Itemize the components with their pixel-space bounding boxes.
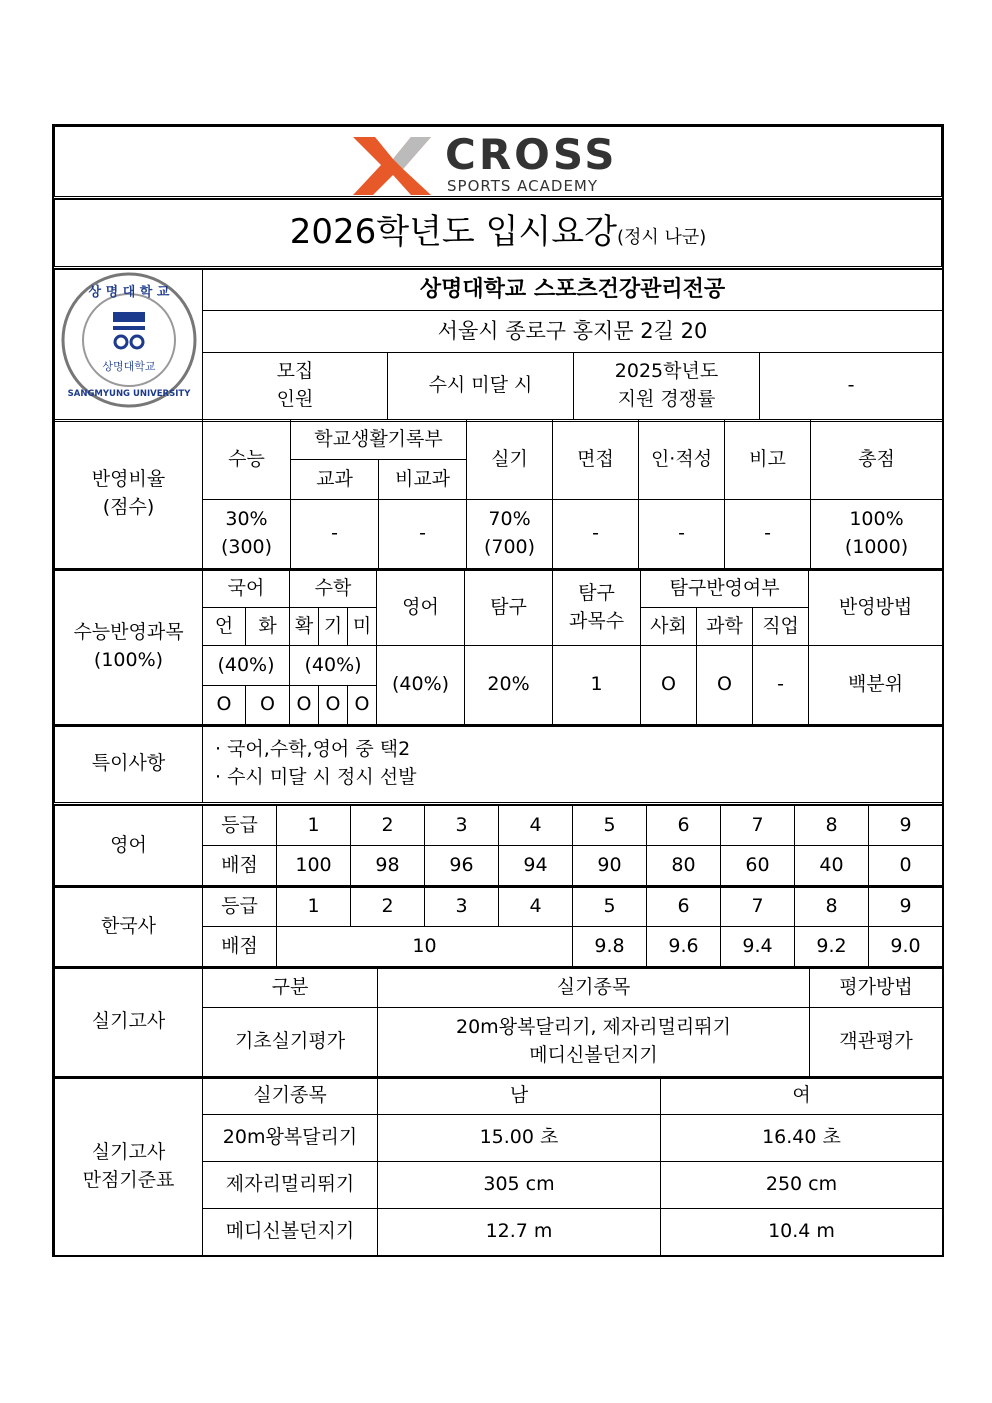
- ratio-aptitude-value: -: [639, 500, 725, 570]
- practical-events-value: 20m왕복달리기, 제자리멀리뛰기 메디신볼던지기: [378, 1008, 810, 1078]
- english-grade-5: 5: [573, 806, 647, 846]
- english-score-1: 100: [277, 846, 351, 887]
- ratio-label: 반영비율 (점수): [55, 420, 203, 570]
- history-section: [54, 886, 942, 967]
- ratio-non-subject-header: 비교과: [379, 460, 467, 500]
- english-score-7: 60: [721, 846, 795, 887]
- logo-section: [54, 126, 942, 199]
- ratio-total-value: 100% (1000): [811, 500, 943, 570]
- recruit-value: 수시 미달 시: [388, 353, 574, 420]
- cross-x-icon: [353, 129, 643, 195]
- title-section: [54, 199, 942, 269]
- history-grade-5: 5: [573, 887, 647, 927]
- social-value: O: [641, 646, 697, 726]
- history-score-5: 9.8: [573, 927, 647, 968]
- korean-hwa-header: 화: [246, 608, 290, 646]
- university-seal-cell: [55, 270, 203, 421]
- perfect-row-event: 메디신볼던지기: [203, 1209, 378, 1256]
- inquiry-header: 탐구: [465, 570, 553, 646]
- english-section: [54, 805, 942, 886]
- math-mi-header: 미: [348, 608, 377, 646]
- ratio-aptitude-header: 인·적성: [639, 420, 725, 500]
- history-grade-8: 8: [795, 887, 869, 927]
- history-grade-1: 1: [277, 887, 351, 927]
- method-value: 백분위: [809, 646, 943, 726]
- ratio-section: [54, 419, 942, 569]
- competition-value: -: [760, 353, 943, 420]
- perfect-row-male: 15.00 초: [378, 1115, 661, 1162]
- method-header: 반영방법: [809, 570, 943, 646]
- brand-sub-text: SPORTS ACADEMY: [447, 176, 599, 195]
- perfect-row-female: 10.4 m: [661, 1209, 943, 1256]
- perfect-event-header: 실기종목: [203, 1078, 378, 1115]
- perfect-row-event: 20m왕복달리기: [203, 1115, 378, 1162]
- english-grade-2: 2: [351, 806, 425, 846]
- english-grade-7: 7: [721, 806, 795, 846]
- english-score-8: 40: [795, 846, 869, 887]
- perfect-score-label: 실기고사 만점기준표: [55, 1078, 203, 1256]
- practical-events-header: 실기종목: [378, 968, 810, 1008]
- history-score-6: 9.6: [647, 927, 721, 968]
- history-grade-2: 2: [351, 887, 425, 927]
- suneung-subjects-label: 수능반영과목 (100%): [55, 570, 203, 726]
- history-grade-3: 3: [425, 887, 499, 927]
- suneung-subjects-section: [54, 569, 942, 725]
- ratio-total-header: 총점: [811, 420, 943, 500]
- perfect-male-header: 남: [378, 1078, 661, 1115]
- inquiry-reflect-header: 탐구반영여부: [641, 570, 809, 608]
- page-subtitle: (정시 나군): [616, 227, 707, 249]
- english-score-3: 96: [425, 846, 499, 887]
- ratio-other-header: 비고: [725, 420, 811, 500]
- cross-logo: [55, 127, 941, 196]
- english-grade-9: 9: [869, 806, 943, 846]
- svg-text:SANGMYUNG UNIVERSITY: SANGMYUNG UNIVERSITY: [67, 389, 190, 399]
- korean-hwa-value: O: [246, 686, 290, 726]
- science-value: O: [697, 646, 753, 726]
- perfect-row-male: 12.7 m: [378, 1209, 661, 1256]
- svg-text:상명대학교: 상명대학교: [101, 360, 156, 373]
- notes-label: 특이사항: [55, 726, 203, 804]
- ratio-suneung-header: 수능: [203, 420, 291, 500]
- math-hwak-header: 확: [290, 608, 319, 646]
- history-score-label: 배점: [203, 927, 277, 968]
- history-grade-6: 6: [647, 887, 721, 927]
- korean-eon-header: 언: [203, 608, 246, 646]
- math-ratio: (40%): [290, 646, 377, 686]
- english-grade-label: 등급: [203, 806, 277, 846]
- vocational-value: -: [753, 646, 809, 726]
- practical-exam-label: 실기고사: [55, 968, 203, 1078]
- english-grade-6: 6: [647, 806, 721, 846]
- notes-content: · 국어,수학,영어 중 택2 · 수시 미달 시 정시 선발: [203, 726, 943, 804]
- ratio-practical-header: 실기: [467, 420, 553, 500]
- history-grade-4: 4: [499, 887, 573, 927]
- math-gi-header: 기: [319, 608, 348, 646]
- practical-evaluation-value: 객관평가: [810, 1008, 943, 1078]
- korean-ratio: (40%): [203, 646, 290, 686]
- ratio-interview-value: -: [553, 500, 639, 570]
- history-score-7: 9.4: [721, 927, 795, 968]
- ratio-non-subject-value: -: [379, 500, 467, 570]
- brand-text: CROSS: [445, 129, 618, 179]
- ratio-subject-value: -: [291, 500, 379, 570]
- english-header: 영어: [377, 570, 465, 646]
- perfect-row-male: 305 cm: [378, 1162, 661, 1209]
- document-frame: [52, 124, 944, 1257]
- practical-category-value: 기초실기평가: [203, 1008, 378, 1078]
- english-grade-3: 3: [425, 806, 499, 846]
- math-mi-value: O: [348, 686, 377, 726]
- vocational-header: 직업: [753, 608, 809, 646]
- inquiry-count-value: 1: [553, 646, 641, 726]
- ratio-other-value: -: [725, 500, 811, 570]
- english-score-4: 94: [499, 846, 573, 887]
- history-score-8: 9.2: [795, 927, 869, 968]
- history-grade-label: 등급: [203, 887, 277, 927]
- practical-exam-section: [54, 967, 942, 1077]
- perfect-row-female: 16.40 초: [661, 1115, 943, 1162]
- university-name: 상명대학교 스포츠건강관리전공: [203, 270, 943, 311]
- history-score-merged: 10: [277, 927, 573, 968]
- ratio-practical-value: 70% (700): [467, 500, 553, 570]
- english-grade-1: 1: [277, 806, 351, 846]
- history-label: 한국사: [55, 887, 203, 968]
- history-grade-9: 9: [869, 887, 943, 927]
- svg-text:상 명 대 학 교: 상 명 대 학 교: [88, 285, 169, 300]
- university-address: 서울시 종로구 홍지문 2길 20: [203, 311, 943, 353]
- history-grade-7: 7: [721, 887, 795, 927]
- english-score-6: 80: [647, 846, 721, 887]
- competition-label: 2025학년도 지원 경쟁률: [574, 353, 760, 420]
- korean-header: 국어: [203, 570, 290, 608]
- university-seal-icon: [59, 270, 199, 410]
- practical-evaluation-header: 평가방법: [810, 968, 943, 1008]
- recruit-label: 모집 인원: [203, 353, 388, 420]
- social-header: 사회: [641, 608, 697, 646]
- english-score-9: 0: [869, 846, 943, 887]
- ratio-school-record-header: 학교생활기록부: [291, 420, 467, 460]
- perfect-row-event: 제자리멀리뛰기: [203, 1162, 378, 1209]
- english-ratio: (40%): [377, 646, 465, 726]
- notes-section: [54, 725, 942, 805]
- english-score-label: 배점: [203, 846, 277, 887]
- page-title: 2026학년도 입시요강: [289, 212, 617, 253]
- perfect-female-header: 여: [661, 1078, 943, 1115]
- university-section: [54, 269, 942, 419]
- inquiry-ratio: 20%: [465, 646, 553, 726]
- perfect-row-female: 250 cm: [661, 1162, 943, 1209]
- science-header: 과학: [697, 608, 753, 646]
- math-header: 수학: [290, 570, 377, 608]
- math-hwak-value: O: [290, 686, 319, 726]
- perfect-score-section: [54, 1077, 942, 1255]
- practical-category-header: 구분: [203, 968, 378, 1008]
- ratio-suneung-value: 30% (300): [203, 500, 291, 570]
- inquiry-count-header: 탐구 과목수: [553, 570, 641, 646]
- english-label: 영어: [55, 806, 203, 887]
- ratio-interview-header: 면접: [553, 420, 639, 500]
- english-score-5: 90: [573, 846, 647, 887]
- math-gi-value: O: [319, 686, 348, 726]
- korean-eon-value: O: [203, 686, 246, 726]
- ratio-subject-header: 교과: [291, 460, 379, 500]
- english-score-2: 98: [351, 846, 425, 887]
- history-score-9: 9.0: [869, 927, 943, 968]
- english-grade-8: 8: [795, 806, 869, 846]
- english-grade-4: 4: [499, 806, 573, 846]
